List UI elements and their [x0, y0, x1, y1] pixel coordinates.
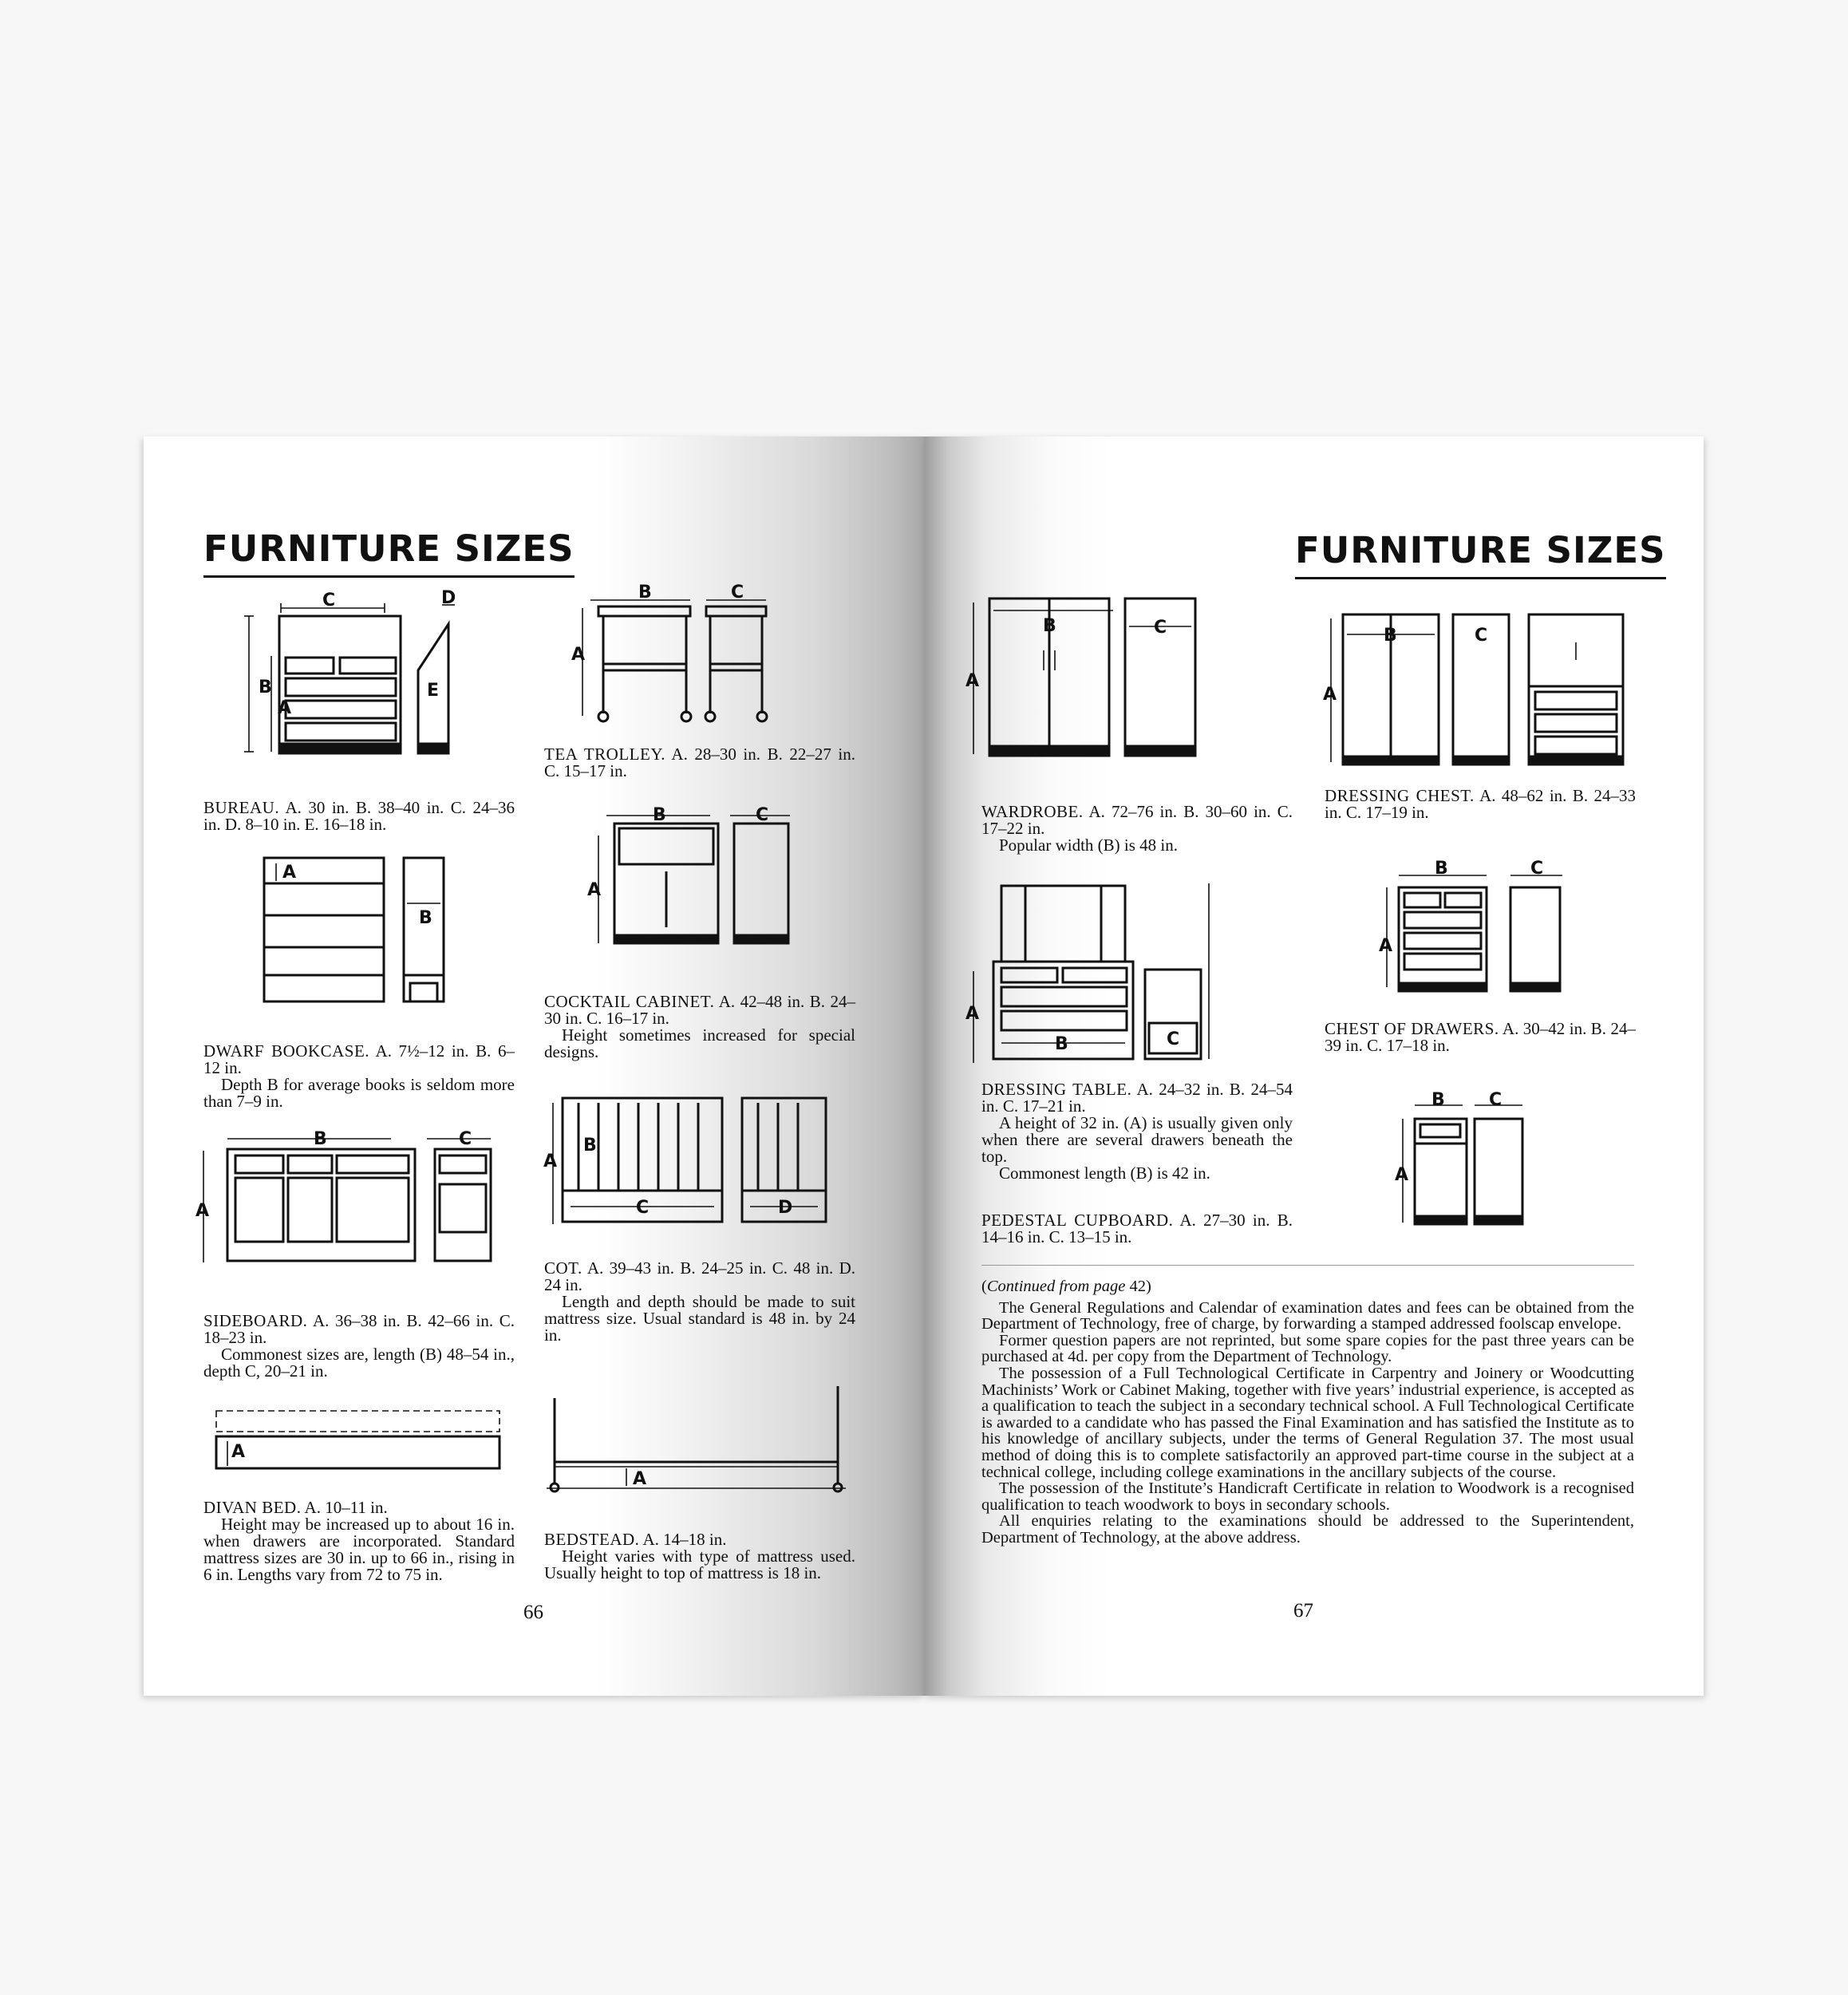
cocktail-cabinet-caption [544, 994, 855, 1061]
item-sizes: A. 36–38 in. B. 42–66 in. C. 18–23 in. [203, 1311, 515, 1347]
item-title: SIDEBOARD. [203, 1311, 308, 1330]
item-title: COT. [544, 1258, 582, 1278]
tea-trolley-illustration [571, 583, 782, 724]
item-title: DWARF BOOKCASE. [203, 1041, 370, 1061]
cocktail-cabinet-illustration [587, 805, 798, 951]
label-c: C [731, 583, 744, 602]
label-b: B [653, 805, 666, 825]
label-a: A [278, 698, 292, 718]
item-note: Length and depth should be made to suit mattress size. Usual standard is 48 in. by 24 in. [544, 1292, 855, 1345]
section-divider [981, 1265, 1634, 1266]
continued-italic: Continued from page [986, 1278, 1126, 1295]
label-b: B [1055, 1034, 1068, 1054]
pedestal-caption [981, 1212, 1293, 1246]
wardrobe-illustration [965, 595, 1221, 762]
open-book [144, 437, 1704, 1696]
item-title: WARDROBE. [981, 802, 1084, 821]
label-e: E [427, 681, 440, 701]
item-sizes: A. 42–48 in. B. 24–30 in. C. 16–17 in. [544, 992, 855, 1028]
continued-note [981, 1278, 1634, 1295]
sideboard-illustration [195, 1127, 515, 1270]
item-sizes: A. 28–30 in. B. 22–27 in. C. 15–17 in. [544, 745, 855, 780]
item-sizes: A. 24–32 in. B. 24–54 in. C. 17–21 in. [981, 1080, 1293, 1116]
label-c: C [459, 1129, 472, 1149]
label-a: A [633, 1469, 647, 1489]
label-a: A [571, 645, 586, 665]
page-heading: FURNITURE SIZES [1295, 529, 1666, 571]
label-a: A [543, 1152, 558, 1171]
page-heading: FURNITURE SIZES [203, 527, 575, 570]
label-a: A [231, 1442, 246, 1462]
item-sizes: A. 30–42 in. B. 24–39 in. C. 17–18 in. [1325, 1019, 1636, 1055]
page-number: 67 [1293, 1600, 1313, 1622]
item-title: BEDSTEAD. [544, 1530, 640, 1549]
divan-illustration [211, 1406, 515, 1478]
label-c: C [756, 805, 769, 825]
label-b: B [314, 1129, 327, 1149]
continued-page: 42) [1125, 1278, 1151, 1295]
item-sizes: A. 7½–12 in. B. 6–12 in. [203, 1041, 515, 1077]
item-title: BUREAU. [203, 798, 280, 817]
paragraph: The possession of the Institute’s Handicraft Certificate in relation to Woodwork is a recognised qualification to teach woodwork to boys in secondary schools. [981, 1479, 1634, 1514]
label-a: A [965, 671, 980, 691]
bureau-caption [203, 800, 515, 833]
label-c: C [1489, 1090, 1502, 1110]
label-a: A [195, 1201, 210, 1221]
label-a: A [1323, 685, 1337, 705]
label-c: C [1167, 1029, 1180, 1049]
dressing-table-illustration [965, 883, 1221, 1071]
dressing-chest-caption [1325, 788, 1636, 821]
item-sizes: A. 72–76 in. B. 30–60 in. C. 17–22 in. [981, 802, 1293, 838]
cot-illustration [543, 1087, 850, 1231]
label-c: C [1530, 859, 1544, 879]
dressing-table-caption [981, 1081, 1293, 1182]
item-note: Height sometimes increased for special designs. [544, 1025, 855, 1061]
label-c: C [322, 591, 336, 610]
label-b: B [419, 908, 432, 928]
chest-of-drawers-caption [1325, 1021, 1636, 1054]
paragraph: Former question papers are not reprinted, but some spare copies for the past three years can be purchased at 4d. per copy from the Department of Technology. [981, 1331, 1634, 1366]
label-b: B [1431, 1090, 1445, 1110]
cot-caption [544, 1260, 855, 1344]
left-page [144, 437, 924, 1696]
label-b: B [259, 678, 272, 697]
item-note: Depth B for average books is seldom more than 7–9 in. [203, 1075, 515, 1111]
chest-of-drawers-illustration [1379, 859, 1586, 995]
bedstead-caption [544, 1531, 855, 1582]
sideboard-caption [203, 1313, 515, 1380]
wardrobe-caption [981, 804, 1293, 854]
label-c: C [1475, 626, 1488, 646]
continued-text [981, 1278, 1634, 1547]
label-a: A [282, 863, 297, 883]
bookcase-illustration [262, 855, 453, 1015]
label-b: B [1435, 859, 1448, 879]
paren-open: ( [981, 1278, 987, 1295]
label-c: C [1154, 618, 1167, 638]
label-d: D [778, 1198, 793, 1218]
right-page [924, 437, 1704, 1696]
label-a: A [587, 880, 602, 900]
paragraph: The General Regulations and Calendar of examination dates and fees can be obtained from the Department of Technology, free of charge, by forwarding a stamped addressed foolscap envelope. [981, 1298, 1634, 1333]
pedestal-cupboard-illustration [1395, 1091, 1570, 1235]
item-sizes: A. 10–11 in. [304, 1498, 388, 1517]
item-title: COCKTAIL CABINET. [544, 992, 715, 1011]
item-note: A height of 32 in. (A) is usually given only when there are several drawers beneath the top. [981, 1113, 1293, 1166]
label-b: B [1043, 616, 1056, 636]
item-sizes: A. 39–43 in. B. 24–25 in. C. 48 in. D. 24 in. [544, 1258, 855, 1294]
label-a: A [965, 1004, 980, 1024]
item-note: Height may be increased up to about 16 in. when drawers are incorporated. Standard mattress sizes are 30 in. up to 66 in., rising in 6 in. Lengths vary from 72 to 75 in. [203, 1515, 515, 1584]
item-note: Height varies with type of mattress used. Usually height to top of mattress is 18 in. [544, 1547, 855, 1582]
item-title: PEDESTAL CUPBOARD. [981, 1211, 1174, 1230]
page-number: 66 [523, 1602, 543, 1623]
tea-trolley-caption [544, 746, 855, 780]
item-sizes: A. 48–62 in. B. 24–33 in. C. 17–19 in. [1325, 786, 1637, 822]
label-c: C [636, 1198, 650, 1218]
paragraph: All enquiries relating to the examinations should be addressed to the Superintendent, Department of Technology, at the above address. [981, 1512, 1634, 1547]
item-sizes: A. 30 in. B. 38–40 in. C. 24–36 in. D. 8–10 in. E. 16–18 in. [203, 798, 515, 834]
item-title: TEA TROLLEY. [544, 745, 666, 764]
bureau-illustration [233, 588, 472, 760]
item-note: Popular width (B) is 48 in. [999, 836, 1178, 855]
label-a: A [1395, 1165, 1409, 1185]
label-b: B [638, 583, 652, 602]
item-note: Commonest sizes are, length (B) 48–54 in., depth C, 20–21 in. [203, 1345, 515, 1381]
paragraph: The possession of a Full Technological Certificate in Carpentry and Joinery or Woodcutting Machinists’ Work or Cabinet Making, together with five years’ industrial experience, is accepted as a qualification to teach the subject in a secondary technical school. A Full Technological Certificate is awarded to a candidate who has passed the Final Examination and has satisfied the Institute as to his knowledge of ancillary subjects, under the terms of General Regulation 37. The most usual method of doing this is to complete satisfactorily an approved part-time course in the subject at a technical college, including college examinations in the ancillary subjects of the course. [981, 1364, 1634, 1481]
bedstead-illustration [547, 1382, 850, 1494]
item-title: DIVAN BED. [203, 1498, 302, 1517]
item-title: DRESSING TABLE. [981, 1080, 1132, 1099]
item-sizes: A. 27–30 in. B. 14–16 in. C. 13–15 in. [981, 1211, 1293, 1246]
item-note: Commonest length (B) is 42 in. [999, 1163, 1210, 1183]
label-b: B [1384, 626, 1397, 646]
bookcase-caption [203, 1043, 515, 1110]
item-sizes: A. 14–18 in. [642, 1530, 727, 1549]
dressing-chest-illustration [1323, 610, 1642, 770]
item-title: DRESSING CHEST. [1325, 786, 1475, 805]
label-b: B [583, 1136, 597, 1156]
label-a: A [1379, 936, 1393, 956]
divan-caption [203, 1499, 515, 1583]
item-title: CHEST OF DRAWERS. [1325, 1019, 1499, 1038]
label-d: D [441, 588, 456, 608]
